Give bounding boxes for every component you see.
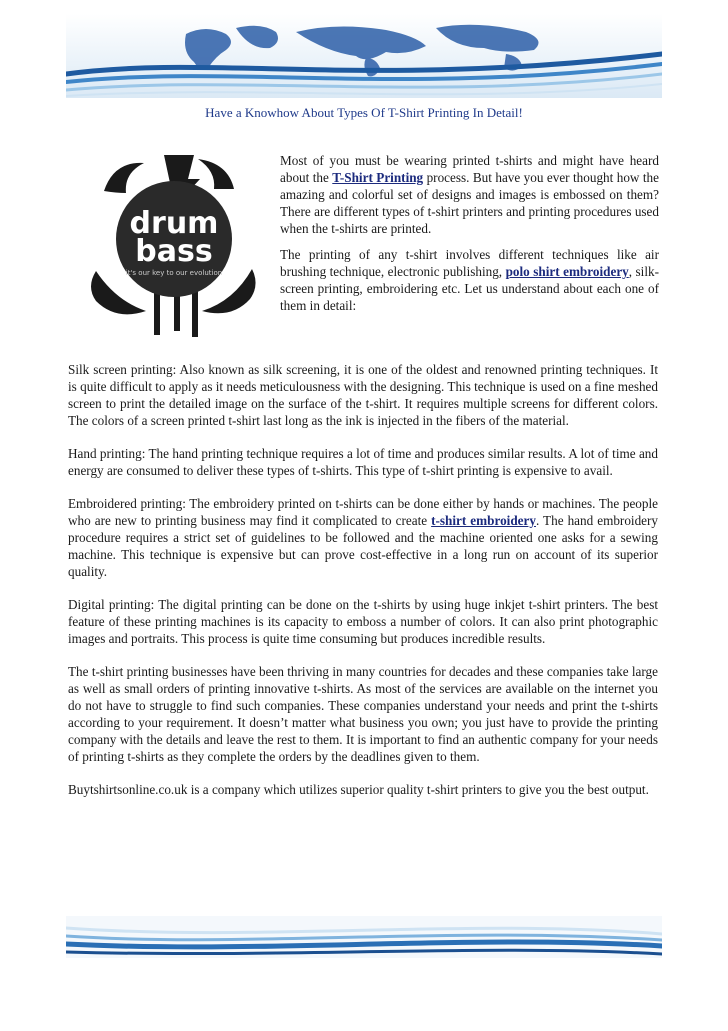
digital-printing-paragraph: Digital printing: The digital printing can be done on the t-shirts by using huge inkjet t-shirt printers. The best feature of these printing machines is its capacity to emboss a number of colors. It can also print photographic images and portraits. This process is quite time consuming but produces incredible results. bbox=[68, 597, 658, 646]
intro-section bbox=[280, 152, 659, 323]
t-shirt-printing-link[interactable]: T-Shirt Printing bbox=[332, 170, 424, 185]
closing-paragraph: Buytshirtsonline.co.uk is a company which utilizes superior quality t-shirt printers to give you the best output. bbox=[68, 782, 649, 797]
t-shirt-embroidery-link[interactable]: t-shirt embroidery bbox=[431, 513, 536, 528]
hand-printing-paragraph: Hand printing: The hand printing technique requires a lot of time and produces similar results. A lot of time and energy are consumed to deliver these types of t-shirts. This type of t-shirt printing is expensive to avail. bbox=[68, 446, 658, 478]
header-world-map-banner bbox=[66, 14, 662, 98]
hero-line2: bass bbox=[135, 234, 213, 269]
drum-and-bass-image bbox=[84, 151, 264, 337]
hero-line1: drum bbox=[129, 206, 219, 241]
embroidered-paragraph: Embroidered printing: The embroidery printed on t-shirts can be done either by hands or machines. The people who are new to printing business may find it complicated to create t-shirt embroidery. The hand embroidery procedure requires a strict set of guidelines to be followed and the machine oriented one asks for a sewing machine. This technique is expensive but can prove cost-effective in a long run on account of its superior quality. bbox=[68, 496, 659, 579]
footer-wave-banner bbox=[66, 916, 662, 958]
intro-paragraph-1: Most of you must be wearing printed t-shirts and might have heard about the T-Shirt Printing process. But have you ever thought how the amazing and colorful set of designs and images is embossed on them? There are different types of t-shirt printers and printing procedures used when the t-shirts are printed. bbox=[280, 153, 659, 236]
hero-tagline: it's our key to our evolution bbox=[125, 269, 223, 277]
body-section bbox=[68, 361, 658, 814]
intro-paragraph-2: The printing of any t-shirt involves different techniques like air brushing technique, electronic publishing, polo shirt embroidery, silk-screen printing, embroidering etc. Let us understand about each one of them in detail: bbox=[280, 247, 659, 313]
business-paragraph: The t-shirt printing businesses have been thriving in many countries for decades and these companies take large as well as small orders of printing innovative t-shirts. As most of the services are available on the internet you do not have to struggle to find such companies. These companies understand your needs and print the t-shirts according to your requirement. It doesn’t matter what business you own; you just have to provide the printing company with the details and leave the rest to them. It is important to find an authentic company for your needs of printing t-shirts as they complete the orders by the deadlines given to them. bbox=[68, 664, 658, 764]
polo-shirt-embroidery-link[interactable]: polo shirt embroidery bbox=[505, 264, 629, 279]
silk-screen-paragraph: Silk screen printing: Also known as silk screening, it is one of the oldest and renowned printing techniques. It is quite difficult to apply as it needs meticulousness with the designing. This technique is used on a fine meshed screen to print the detailed image on the surface of the t-shirt. It requires multiple screens for different colors. The colors of a screen printed t-shirt last long as the ink is injected in the fibers of the material. bbox=[68, 362, 658, 428]
document-title: Have a Knowhow About Types Of T-Shirt Printing In Detail! bbox=[205, 105, 523, 120]
